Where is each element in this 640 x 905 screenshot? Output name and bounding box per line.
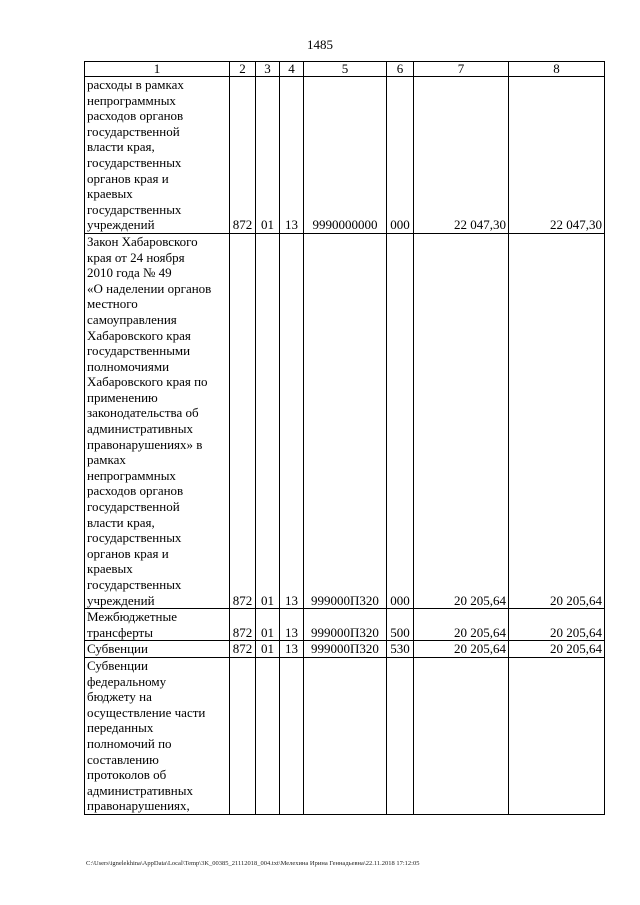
amount-executed-cell: 20 205,64	[509, 609, 605, 641]
header-cell-7: 7	[414, 62, 509, 77]
name-line: Закон Хабаровского	[87, 233, 198, 249]
header-cell-3: 3	[256, 62, 280, 77]
row-name-cell	[85, 657, 230, 814]
header-cell-1: 1	[85, 62, 230, 77]
name-line: органов края и	[87, 170, 169, 186]
name-line: трансферты	[87, 624, 153, 640]
name-line: государственных	[87, 577, 182, 592]
amount-executed-cell: 20 205,64	[509, 641, 605, 658]
name-line: применению	[87, 389, 158, 405]
name-line: протоколов об	[87, 767, 167, 783]
table-row	[85, 77, 605, 234]
subsection-cell	[280, 657, 304, 814]
table-header-row	[85, 62, 605, 77]
amount-executed-cell: 20 205,64	[509, 233, 605, 608]
name-line: рамках	[87, 452, 126, 468]
amount-executed-cell	[509, 657, 605, 814]
row-name-cell	[85, 233, 230, 608]
amount-cell: 20 205,64	[414, 233, 509, 608]
header-cell-2: 2	[230, 62, 256, 77]
subsection-cell: 13	[280, 641, 304, 658]
name-line: расходов органов	[87, 108, 184, 124]
expense-type-cell: 000	[387, 77, 414, 234]
subsection-cell: 13	[280, 609, 304, 641]
code-cell: 872	[230, 609, 256, 641]
name-line: власти края,	[87, 514, 155, 530]
name-line: государственных	[87, 530, 182, 546]
header-cell-8: 8	[509, 62, 605, 77]
header-cell-5: 5	[304, 62, 387, 77]
name-line: государственных	[87, 201, 182, 217]
name-line: правонарушениях» в	[87, 436, 203, 452]
name-line: непрограммных	[87, 467, 176, 483]
page-number: 1485	[307, 37, 333, 52]
section-cell: 01	[256, 77, 280, 234]
name-line: федеральному	[87, 673, 167, 689]
amount-cell	[414, 657, 509, 814]
name-line: Субвенции	[87, 641, 148, 657]
code-cell: 872	[230, 77, 256, 234]
amount-cell: 22 047,30	[414, 77, 509, 234]
name-line: непрограммных	[87, 92, 176, 108]
table-row	[85, 641, 605, 658]
name-line: органов края и	[87, 545, 169, 561]
target-article-cell: 999000П320	[304, 609, 387, 641]
section-cell: 01	[256, 641, 280, 658]
name-line: полномочий по	[87, 735, 172, 751]
name-line: переданных	[87, 720, 154, 736]
header-cell-6: 6	[387, 62, 414, 77]
budget-table	[84, 61, 605, 815]
name-line: законодательства об	[87, 405, 199, 421]
name-line: местного	[87, 296, 138, 312]
name-line: полномочиями	[87, 358, 170, 374]
name-line: Межбюджетные	[87, 609, 177, 625]
name-line: Хабаровского края по	[87, 374, 208, 390]
row-name-cell	[85, 609, 230, 641]
target-article-cell: 9990000000	[304, 77, 387, 234]
subsection-cell: 13	[280, 233, 304, 608]
footer-file-path: C:\Users\ignelekhina\AppData\Local\Temp\3K_00385_21112018_004.txt\Мелехина Ирина Геннадьевна\22.11.2018 17:12:05	[86, 860, 420, 867]
name-line: бюджету на	[87, 689, 152, 705]
row-name-cell	[85, 641, 230, 658]
name-line: власти края,	[87, 139, 155, 155]
name-line: 2010 года № 49	[87, 265, 172, 281]
target-article-cell: 999000П320	[304, 233, 387, 608]
code-cell: 872	[230, 233, 256, 608]
name-line: правонарушениях,	[87, 798, 190, 814]
amount-cell: 20 205,64	[414, 609, 509, 641]
header-cell-4: 4	[280, 62, 304, 77]
name-line: Хабаровского края	[87, 327, 191, 343]
name-line: учреждений	[87, 217, 155, 233]
section-cell: 01	[256, 609, 280, 641]
amount-executed-cell: 22 047,30	[509, 77, 605, 234]
code-cell: 872	[230, 641, 256, 658]
name-line: государственной	[87, 499, 180, 515]
code-cell	[230, 657, 256, 814]
name-line: государственными	[87, 343, 191, 359]
expense-type-cell: 500	[387, 609, 414, 641]
name-line: краевых	[87, 561, 133, 577]
name-line: краевых	[87, 186, 133, 202]
expense-type-cell	[387, 657, 414, 814]
table-row	[85, 609, 605, 641]
name-line: составлению	[87, 751, 159, 767]
name-line: государственных	[87, 154, 182, 170]
name-line: края от 24 ноября	[87, 249, 185, 265]
section-cell: 01	[256, 233, 280, 608]
name-line: расходы в рамках	[87, 77, 184, 92]
table-row	[85, 233, 605, 608]
name-line: «О наделении органов	[87, 280, 212, 296]
name-line: административных	[87, 421, 193, 437]
name-line: самоуправления	[87, 311, 177, 327]
name-line: учреждений	[87, 592, 155, 608]
subsection-cell: 13	[280, 77, 304, 234]
name-line: осуществление части	[87, 704, 206, 720]
target-article-cell: 999000П320	[304, 641, 387, 658]
amount-cell: 20 205,64	[414, 641, 509, 658]
expense-type-cell: 000	[387, 233, 414, 608]
name-line: Субвенции	[87, 657, 148, 673]
name-line: государственной	[87, 123, 180, 139]
table-row	[85, 657, 605, 814]
name-line: административных	[87, 782, 193, 798]
name-line: расходов органов	[87, 483, 184, 499]
section-cell	[256, 657, 280, 814]
target-article-cell	[304, 657, 387, 814]
row-name-cell	[85, 77, 230, 234]
expense-type-cell: 530	[387, 641, 414, 658]
